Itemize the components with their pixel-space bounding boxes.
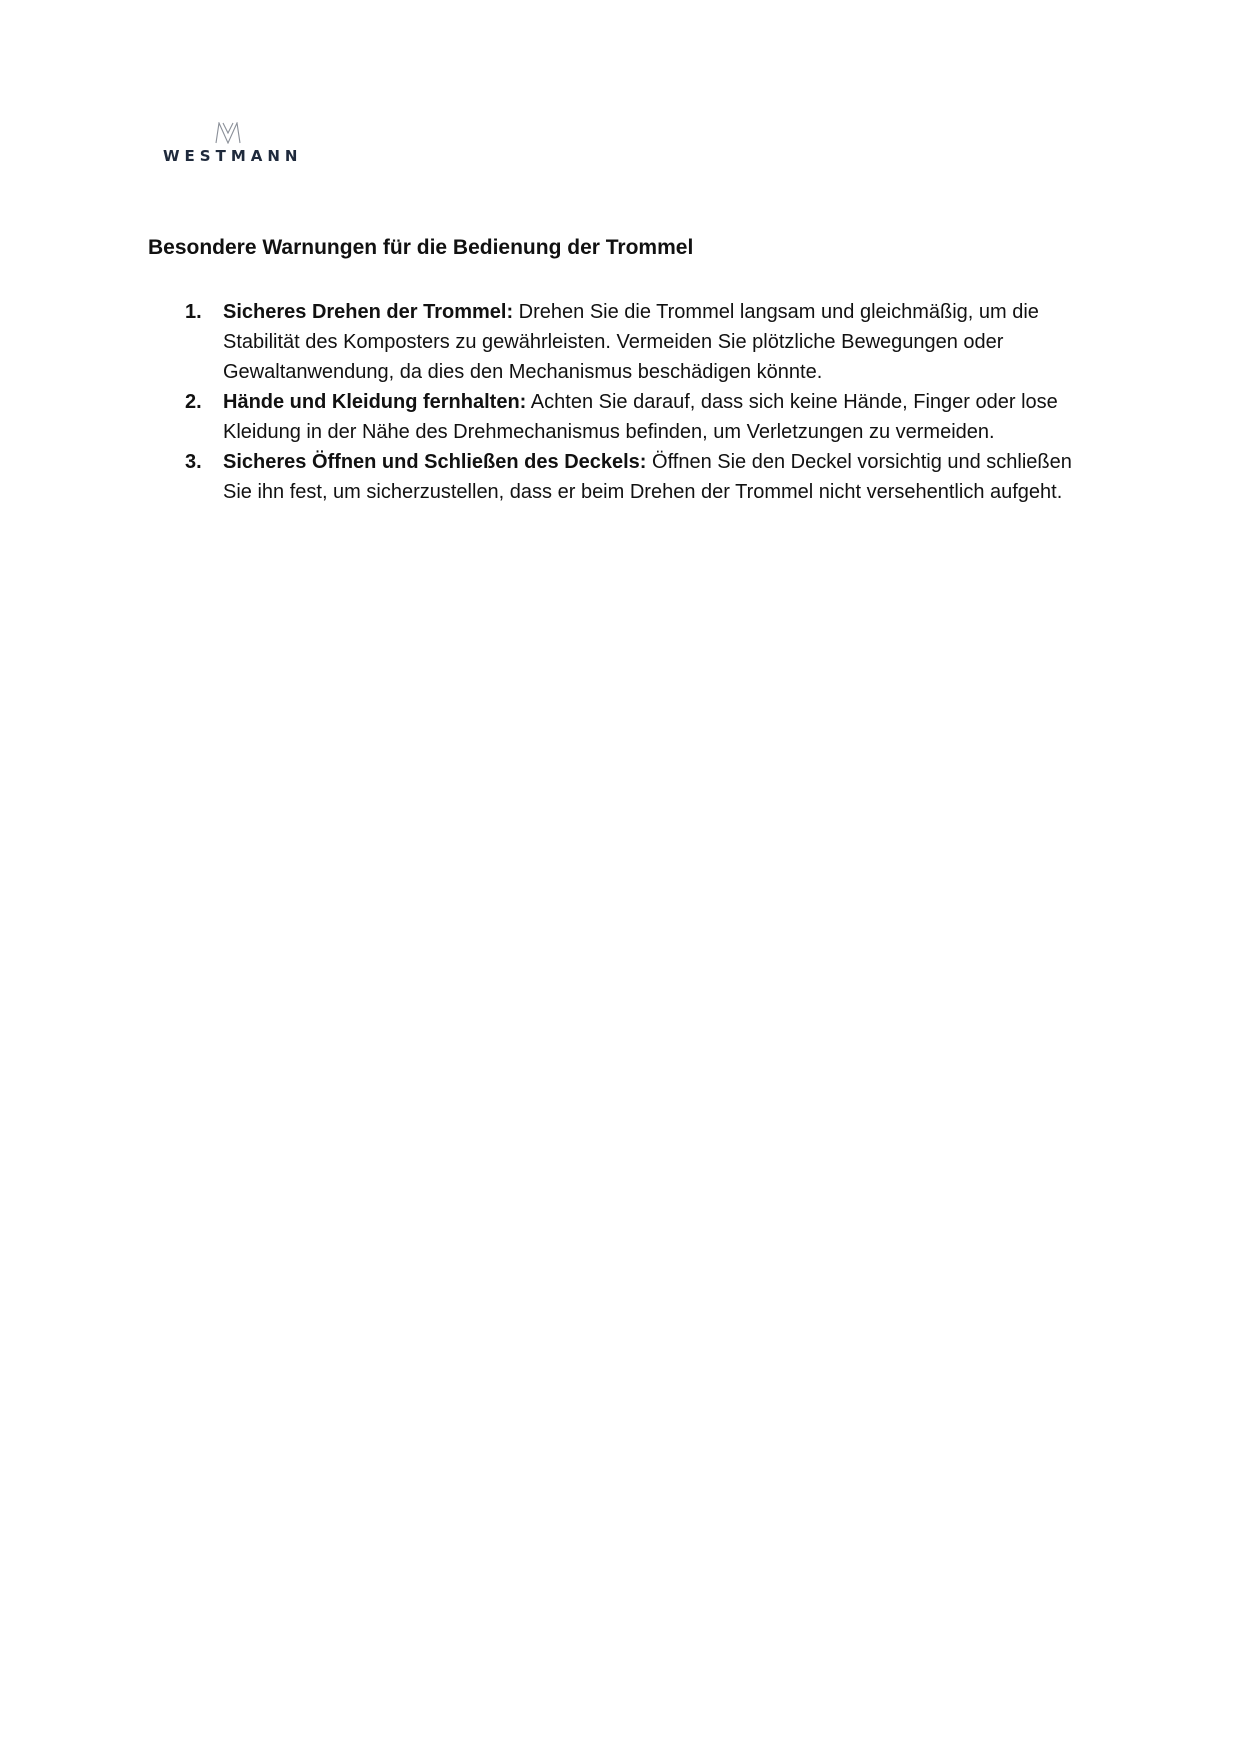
warning-title: Sicheres Öffnen und Schließen des Deckels:: [223, 451, 647, 473]
warning-item: [185, 447, 1090, 507]
warning-title: Hände und Kleidung fernhalten:: [223, 391, 527, 413]
warning-text: Öffnen Sie den Deckel vorsichtig und schließen Sie ihn fest, um sicherzustellen, dass er beim Drehen der Trommel nicht versehentlich aufgeht.: [223, 451, 1072, 503]
warnings-list: [185, 297, 1090, 507]
warning-number: 3.: [185, 451, 202, 473]
warning-number: 2.: [185, 391, 202, 413]
warning-number: 1.: [185, 301, 202, 323]
brand-wordmark: WESTMANN: [163, 147, 303, 165]
warning-text: Drehen Sie die Trommel langsam und gleichmäßig, um die Stabilität des Komposters zu gewährleisten. Vermeiden Sie plötzliche Bewegungen oder Gewaltanwendung, da dies den Mechanismus beschädigen könnte.: [223, 301, 1039, 383]
warning-title: Sicheres Drehen der Trommel:: [223, 301, 514, 323]
page-heading: Besondere Warnungen für die Bedienung der Trommel: [148, 236, 694, 259]
warning-item: [185, 297, 1090, 387]
brand-logo: [158, 122, 303, 165]
warning-text: Achten Sie darauf, dass sich keine Hände, Finger oder lose Kleidung in der Nähe des Drehmechanismus befinden, um Verletzungen zu vermeiden.: [223, 391, 1058, 443]
warning-item: [185, 387, 1090, 447]
westmann-monogram-icon: [214, 122, 242, 144]
